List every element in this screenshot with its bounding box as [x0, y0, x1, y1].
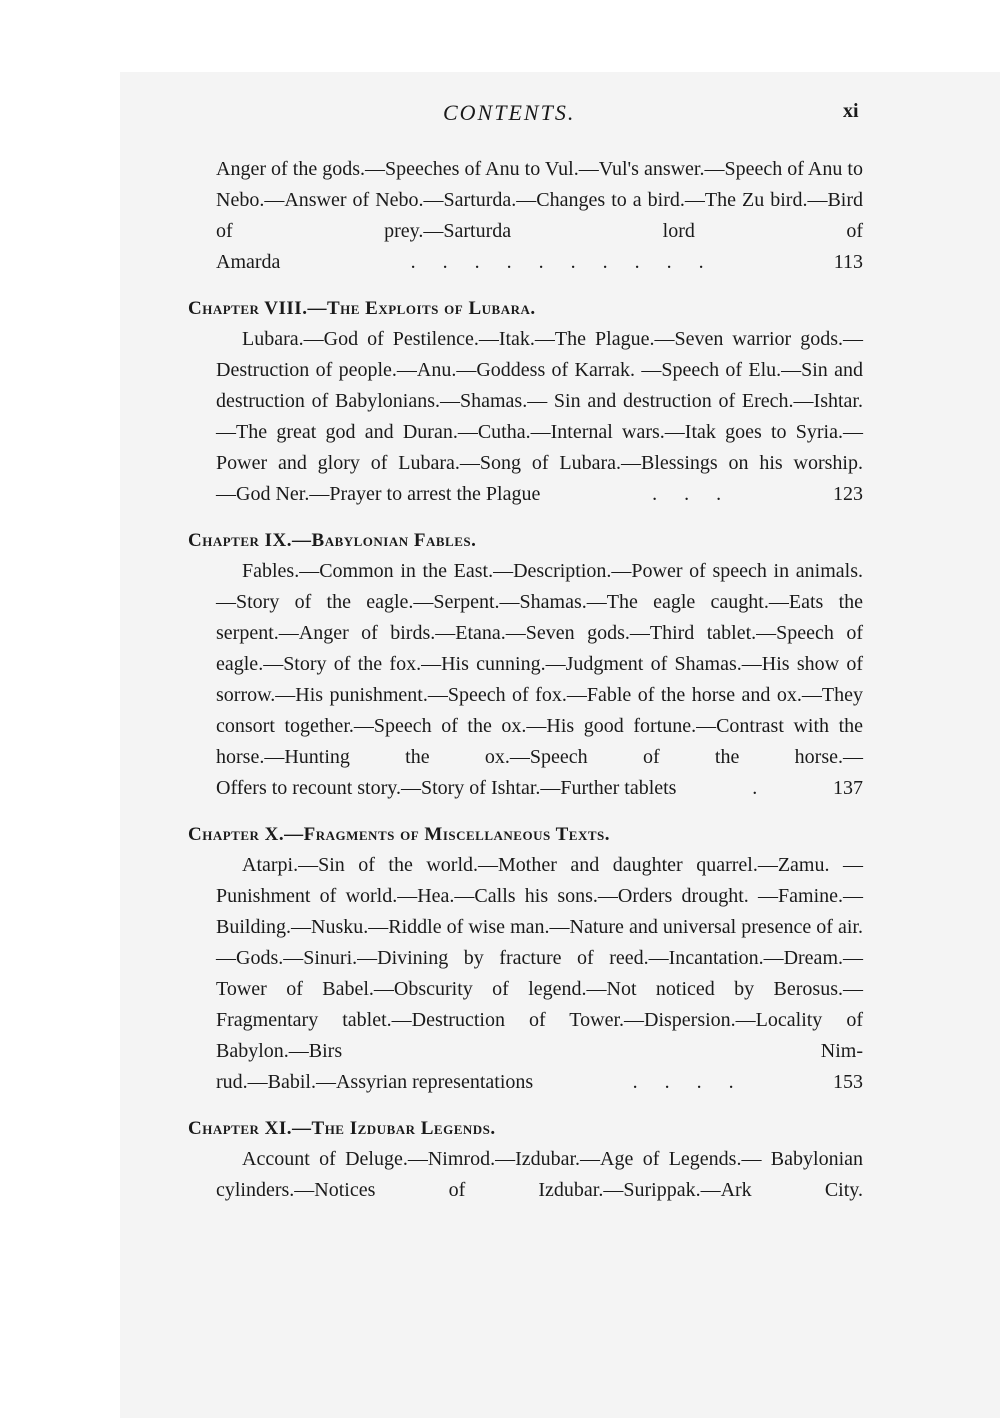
chapter-label: Chapter IX.—	[188, 530, 312, 551]
entry-page-ref: 113	[833, 251, 863, 273]
entry-page-ref: 137	[833, 777, 863, 799]
entry-page-ref: 153	[833, 1071, 863, 1093]
chapter-title: The Exploits of Lubara.	[326, 298, 536, 319]
chapter-title: The Izdubar Legends.	[311, 1118, 496, 1139]
chapter-heading	[188, 1113, 863, 1144]
entry-last-text: —God Ner.—Prayer to arrest the Plague	[216, 483, 541, 505]
dot-leaders: .	[752, 777, 758, 799]
chapter-ix-entry	[188, 525, 863, 804]
chapter-heading	[188, 525, 863, 556]
chapter-title: Fragments of Miscellaneous Texts.	[303, 824, 610, 845]
intro-entry	[216, 154, 863, 278]
entry-last-text: Offers to recount story.—Story of Ishtar.—Further tablets	[216, 777, 677, 799]
entry-last-line	[216, 479, 863, 510]
entry-text: Account of Deluge.—Nimrod.—Izdubar.—Age of Legends.— Babylonian cylinders.—Notices of Izdubar.—Surippak.—Ark City.	[216, 1148, 863, 1201]
dot-leaders: . . . .	[632, 1071, 734, 1093]
entry-text: Lubara.—God of Pestilence.—Itak.—The Plague.—Seven warrior gods.—Destruction of people.—Anu.—Goddess of Karrak. —Speech of Elu.—Sin and destruction of Babylonians.—Shamas.— Sin and destruction of Erech.—Ishtar.—The great god and Duran.—Cutha.—Internal wars.—Itak goes to Syria.—Power and glory of Lubara.—Song of Lubara.—Blessings on his worship.	[216, 328, 863, 474]
chapter-heading	[188, 293, 863, 324]
page-header	[0, 100, 1000, 130]
entry-page-ref: 123	[833, 483, 863, 505]
page-number: xi	[843, 100, 859, 122]
chapter-heading	[188, 819, 863, 850]
chapter-label: Chapter X.—	[188, 824, 304, 845]
entry-last-line	[216, 247, 863, 278]
dot-leaders: . . . . . . . . . .	[410, 251, 704, 273]
entry-text: Atarpi.—Sin of the world.—Mother and daughter quarrel.—Zamu. —Punishment of world.—Hea.—Calls his sons.—Orders drought. —Famine.—Building.—Nusku.—Riddle of wise man.—Nature and universal presence of air.—Gods.—Sinuri.—Divining by fracture of reed.—Incantation.—Dream.—Tower of Babel.—Obscurity of legend.—Not noticed by Berosus.—Fragmentary tablet.—Destruction of Tower.—Dispersion.—Locality of Babylon.—Birs Nim-	[216, 854, 863, 1062]
contents-body	[188, 154, 863, 1206]
chapter-label: Chapter VIII.—	[188, 298, 327, 319]
chapter-viii-entry	[188, 293, 863, 510]
entry-last-line	[216, 1067, 863, 1098]
chapter-x-entry	[188, 819, 863, 1098]
entry-text: Anger of the gods.—Speeches of Anu to Vul.—Vul's answer.—Speech of Anu to Nebo.—Answer of Nebo.—Sarturda.—Changes to a bird.—The Zu bird.—Bird of prey.—Sarturda lord of	[216, 158, 863, 242]
entry-last-line	[216, 773, 863, 804]
entry-last-text: Amarda	[216, 251, 281, 273]
running-title: CONTENTS.	[443, 100, 576, 125]
entry-text: Fables.—Common in the East.—Description.—Power of speech in animals.—Story of the eagle.—Serpent.—Shamas.—The eagle caught.—Eats the serpent.—Anger of birds.—Etana.—Seven gods.—Third tablet.—Speech of eagle.—Story of the fox.—His cunning.—Judgment of Shamas.—His show of sorrow.—His punishment.—Speech of fox.—Fable of the horse and ox.—They consort together.—Speech of the ox.—His good fortune.—Contrast with the horse.—Hunting the ox.—Speech of the horse.—	[216, 560, 863, 768]
chapter-title: Babylonian Fables.	[311, 530, 477, 551]
chapter-xi-entry	[188, 1113, 863, 1206]
chapter-label: Chapter XI.—	[188, 1118, 312, 1139]
dot-leaders: . . .	[652, 483, 722, 505]
entry-last-text: rud.—Babil.—Assyrian representations	[216, 1071, 534, 1093]
